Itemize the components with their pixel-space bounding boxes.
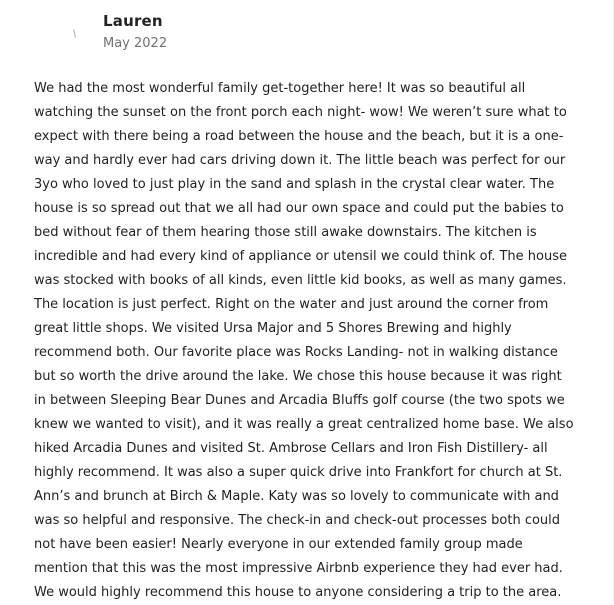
reviewer-name: Lauren bbox=[103, 12, 163, 30]
review-text: We had the most wonderful family get-together here! It was so beautiful all watching the sunset on the front porch each night- wow! We weren’t sure what to expect with there being a road between the house and the beach, but it is a one-way and hardly ever had cars driving down it. The little beach was perfect for our 3yo who loved to just play in the sand and splash in the crystal clear water. The house is so spread out that we all had our own space and could put the babies to bed without fear of them hearing those still awake downstairs. The kitchen is incredible and had every kind of appliance or utensil we could think of. The house was stocked with books of all kinds, even little kid books, as well as many games. The location is just perfect. Right on the water and just around the corner from great little shops. We visited Ursa Major and 5 Shores Brewing and highly recommend both. Our favorite place was Rocks Landing- not in walking distance but so worth the drive around the lake. We chose this house because it was right in between Sleeping Bear Dunes and Arcadia Bluffs golf course (the two spots we knew we wanted to visit), and it was really a great centralized home base. We also hiked Arcadia Dunes and visited St. Ambrose Cellars and Iron Fish Distillery- all highly recommend. It was also a super quick drive into Frankfort for church at St. Ann’s and brunch at Birch & Maple. Katy was so lovely to communicate with and was so helpful and responsive. The check-in and check-out processes both could not have been easier! Nearly everyone in our extended family group made mention that this was the most impressive Airbnb experience they had ever had. We would highly recommend this house to anyone considering a trip to the area. bbox=[34, 81, 574, 600]
review-date: May 2022 bbox=[103, 36, 168, 51]
reviewer-avatar[interactable] bbox=[44, 12, 86, 54]
